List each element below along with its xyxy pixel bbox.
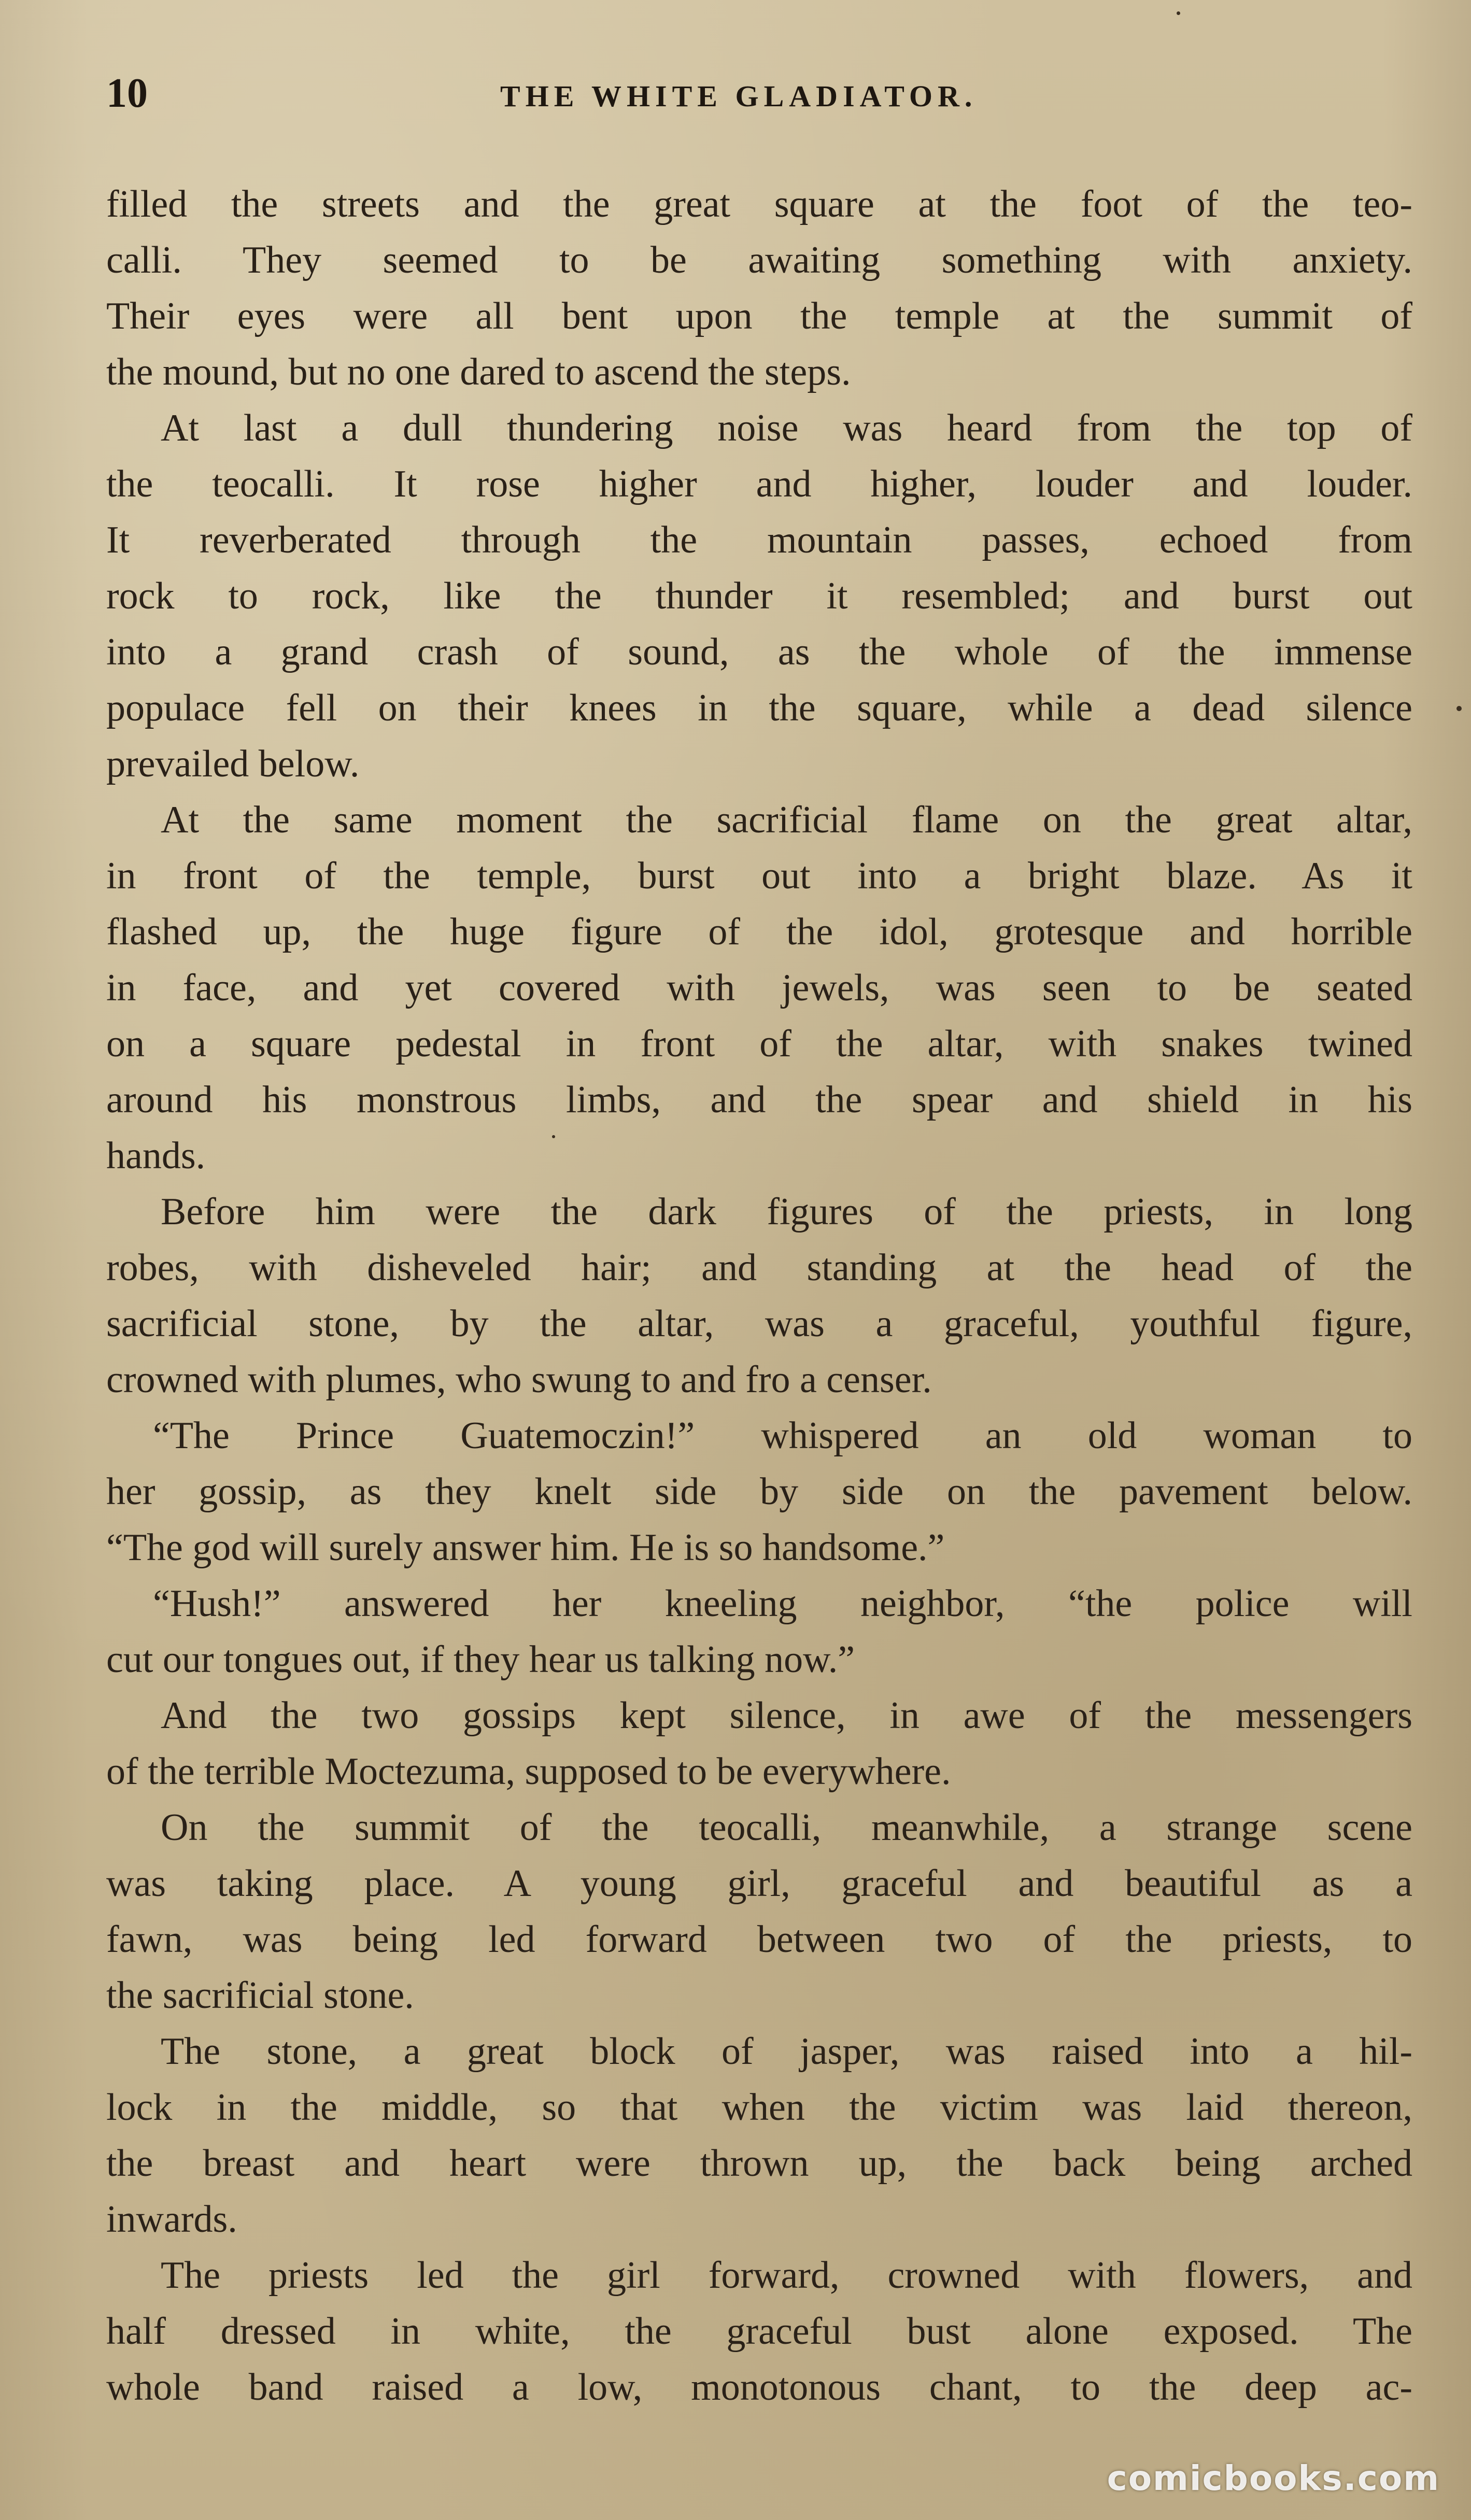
text-line: was taking place. A young girl, graceful and beautiful as a	[106, 1862, 1412, 1905]
text-line: “The Prince Guatemoczin!” whispered an old woman to	[153, 1414, 1412, 1457]
text-line: half dressed in white, the graceful bust alone exposed. The	[106, 2310, 1412, 2353]
text-line: Before him were the dark figures of the priests, in long	[161, 1191, 1412, 1233]
page-header	[106, 67, 1412, 119]
text-line: “Hush!” answered her kneeling neighbor, “the police will	[153, 1582, 1412, 1625]
text-line: the teocalli. It rose higher and higher, louder and louder.	[106, 463, 1412, 505]
text-line: cut our tongues out, if they hear us talking now.”	[106, 1638, 855, 1681]
text-line: It reverberated through the mountain passes, echoed from	[106, 519, 1412, 561]
text-line: filled the streets and the great square at the foot of the teo-	[106, 183, 1412, 225]
text-line: her gossip, as they knelt side by side on the pavement below.	[106, 1470, 1412, 1513]
text-line: At the same moment the sacrificial flame on the great altar,	[161, 799, 1412, 841]
body-text	[106, 176, 1412, 2415]
paper-speck	[552, 1135, 555, 1138]
text-line: calli. They seemed to be awaiting something with anxiety.	[106, 239, 1412, 281]
text-line: the sacrificial stone.	[106, 1974, 414, 2017]
text-line: around his monstrous limbs, and the spear and shield in his	[106, 1079, 1412, 1121]
text-line: sacrificial stone, by the altar, was a graceful, youthful figure,	[106, 1303, 1412, 1345]
text-line: of the terrible Moctezuma, supposed to be everywhere.	[106, 1750, 951, 1793]
text-line: inwards.	[106, 2198, 237, 2241]
text-line: rock to rock, like the thunder it resembled; and burst out	[106, 575, 1412, 617]
page-number: 10	[106, 70, 148, 116]
text-line: The stone, a great block of jasper, was raised into a hil-	[161, 2030, 1412, 2073]
text-line: robes, with disheveled hair; and standing at the head of the	[106, 1247, 1412, 1289]
text-line: the breast and heart were thrown up, the back being arched	[106, 2142, 1412, 2185]
text-line: lock in the middle, so that when the victim was laid thereon,	[106, 2086, 1412, 2129]
text-line: the mound, but no one dared to ascend the steps.	[106, 351, 851, 393]
watermark: comicbooks.com	[1107, 2458, 1440, 2498]
text-line: on a square pedestal in front of the altar, with snakes twined	[106, 1023, 1412, 1065]
text-line: whole band raised a low, monotonous chant, to the deep ac-	[106, 2366, 1412, 2409]
text-line: flashed up, the huge figure of the idol, grotesque and horrible	[106, 911, 1412, 953]
paper-speck	[1456, 706, 1462, 711]
text-line: At last a dull thundering noise was heard from the top of	[161, 407, 1412, 449]
text-line: populace fell on their knees in the square, while a dead silence	[106, 687, 1412, 729]
text-line: into a grand crash of sound, as the whole of the immense	[106, 631, 1412, 673]
running-head: THE WHITE GLADIATOR.	[500, 79, 978, 113]
text-line: Their eyes were all bent upon the temple at the summit of	[106, 295, 1412, 337]
text-line: hands.	[106, 1135, 206, 1177]
text-line: The priests led the girl forward, crowned with flowers, and	[161, 2254, 1412, 2297]
text-line: fawn, was being led forward between two of the priests, to	[106, 1918, 1412, 1961]
text-line: crowned with plumes, who swung to and fro a censer.	[106, 1358, 932, 1401]
text-line: prevailed below.	[106, 743, 360, 785]
paper-speck	[1177, 11, 1180, 15]
text-line: in face, and yet covered with jewels, was seen to be seated	[106, 967, 1412, 1009]
text-line: in front of the temple, burst out into a bright blaze. As it	[106, 855, 1412, 897]
text-line: “The god will surely answer him. He is so handsome.”	[106, 1526, 945, 1569]
text-line: On the summit of the teocalli, meanwhile, a strange scene	[161, 1806, 1412, 1849]
text-line: And the two gossips kept silence, in awe of the messengers	[161, 1694, 1412, 1737]
